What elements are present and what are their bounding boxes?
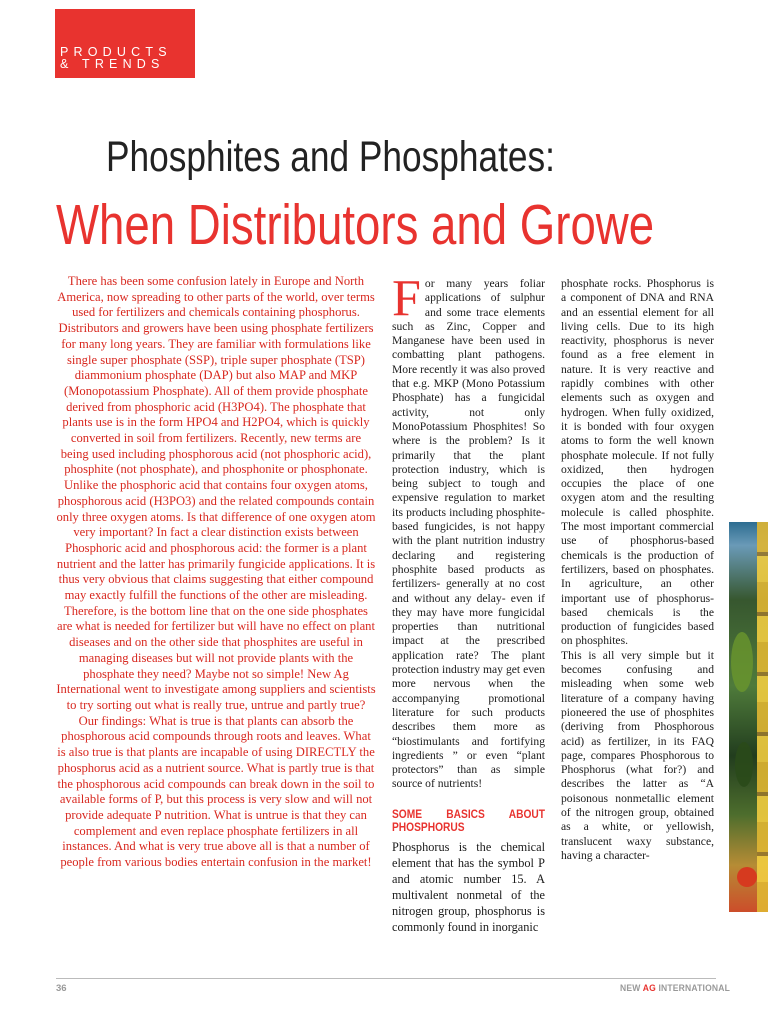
col2-paragraph-2: Phosphorus is the chemical element that has the symbol P and atomic number 15. A multivalent nonmetal of the nitrogen group, phosphorus is commonly found in inorganic: [392, 839, 545, 934]
photo-fruit-shape: [737, 867, 757, 887]
side-photo: [729, 522, 768, 912]
drop-cap: F: [392, 270, 421, 327]
col2-paragraph-1: [392, 270, 545, 792]
section-tag-line2: & TRENDS: [60, 57, 165, 71]
photo-product-strip: [757, 522, 768, 912]
footer-rule: [56, 978, 716, 979]
photo-leaf-shape: [731, 632, 753, 692]
magazine-brand: [620, 983, 730, 994]
photo-leaf-shape-dark: [735, 742, 753, 787]
article-title: [0, 128, 768, 263]
page-number: 36: [56, 983, 67, 994]
brand-international: INTERNATIONAL: [655, 983, 731, 994]
col3-paragraph-1: phosphate rocks. Phosphorus is a component of DNA and RNA and an essential element for all living cells. Due to its high reactivity, phosphorus is never found as a free element in nature. It is very reactive and rapidly combines with other elements such as oxygen and hydrogen. When fully oxidized, it is bonded with four oxygen atoms to form the well known phosphate molecule. If not fully oxidized, then hydrogen occupies the place of one oxygen atom and the resulting molecule is called phosphite. The most important commercial use of phosphorus-based chemicals is the production of fertilizers, based on phosphates. In agriculture, an other important use of phosphorus-based chemicals is the production of fungicides based on phosphites.: [561, 277, 714, 648]
brand-ag: AG: [642, 983, 656, 994]
subheading-basics: SOME BASICS ABOUT PHOSPHORUS: [392, 806, 545, 834]
title-line-1: Phosphites and Phosphates:: [106, 133, 555, 181]
intro-paragraph: There has been some confusion lately in Europe and North America, now spreading to other parts of the world, over terms used for fertilizers and chemicals containing phosphorus. Distributors and growers have been using phosphate fertilizers for many long years. They are familiar with formulations like single super phosphate (SSP), triple super phosphate (TSP) diammonium phosphate (DAP) but also MAP and MKP (Monopotassium Phosphate). All of them provide phosphate derived from phosphoric acid (H3PO4). The phosphate that plants use is in the form HPO4 and H2PO4, which is quickly converted in soil from fertilizers. Recently, new terms are being used including phosphorous acid (not phosphoric acid), phosphite (not phosphate), and phosphonite or phosphonate. Unlike the phosphoric acid that contains four oxygen atoms, phosphorous acid (H3PO3) and the related compounds contain only three oxygen atoms. Is that difference of one oxygen atom very important? In fact a clear distinction exists between Phosphoric acid and phosphorous acid: the former is a plant nutrient and the latter has primarily fungicide applications. It is thus very obvious that claims suggesting that either compound may exactly fulfill the functions of the other are misleading. Therefore, is the bottom line that on the one side phosphates are what is needed for fertilizer but will have no effect on plant diseases and on the other side that phosphites are useful in managing diseases but will not provide plants with the phosphate they need? Maybe not so simple! New Ag International went to investigate among suppliers and scientists to try sorting out what is really true, untrue and partly true? Our findings: What is true is that plants can absorb the phosphorous acid compounds through roots and leaves. What is also true is that plants are incapable of using DIRECTLY the phosphorus acid as a nutrient source. What is partly true is that the phosphorous acid compounds can break down in the soil to available forms of P, but this process is very slow and will not provide adequate P nutrition. What is untrue is that they can complement and even replace phosphate fertilizers in all instances. And what is very true above all is that a number of people from various bodies entertain confusion in the market!: [56, 274, 376, 870]
section-tag: [55, 9, 195, 78]
title-line-2: When Distributors and Growe: [56, 193, 655, 257]
body-column-2: [392, 270, 545, 935]
col2-paragraph-1-text: or many years foliar applications of sulphur and some trace elements such as Zinc, Copper and Manganese have been used in combatting plant pathogens. More recently it was also proved that e.g. MKP (Mono Potassium Phosphate) has a fungicidal activity, not only MonoPotassium Phosphites! So where is the problem? Is it primarily that the plant protection industry, which is being subject to tough and expensive regulation to market its products including phosphite-based fungicides, is not happy with the plant nutrition industry declaring and registering phosphite based products as fertilizers- generally at no cost and without any delay- even if they may have more fungicidal properties than nutritional impact at the prescribed application rate? The plant protection industry may get even more nervous when the accompanying promotional literature for such products describes them more as “biostimulants and fortifying ingredients ” or even “plant protectors” than as simple source of nutrients!: [392, 277, 545, 791]
body-column-3: [561, 277, 714, 863]
col3-paragraph-2: This is all very simple but it becomes confusing and misleading when some web literature of a company having pioneered the use of phosphites (deriving from Phosphorous acid) as fertilizer, in its FAQ page, compares Phosphorous to Phosphorus (what for?) and describes the latter as “A poisonous nonmetallic element of the nitrogen group, obtained as a white, or yellowish, translucent waxy substance, having a character-: [561, 648, 714, 862]
section-tag-line1: PRODUCTS: [60, 45, 172, 59]
brand-new: NEW: [620, 983, 643, 994]
